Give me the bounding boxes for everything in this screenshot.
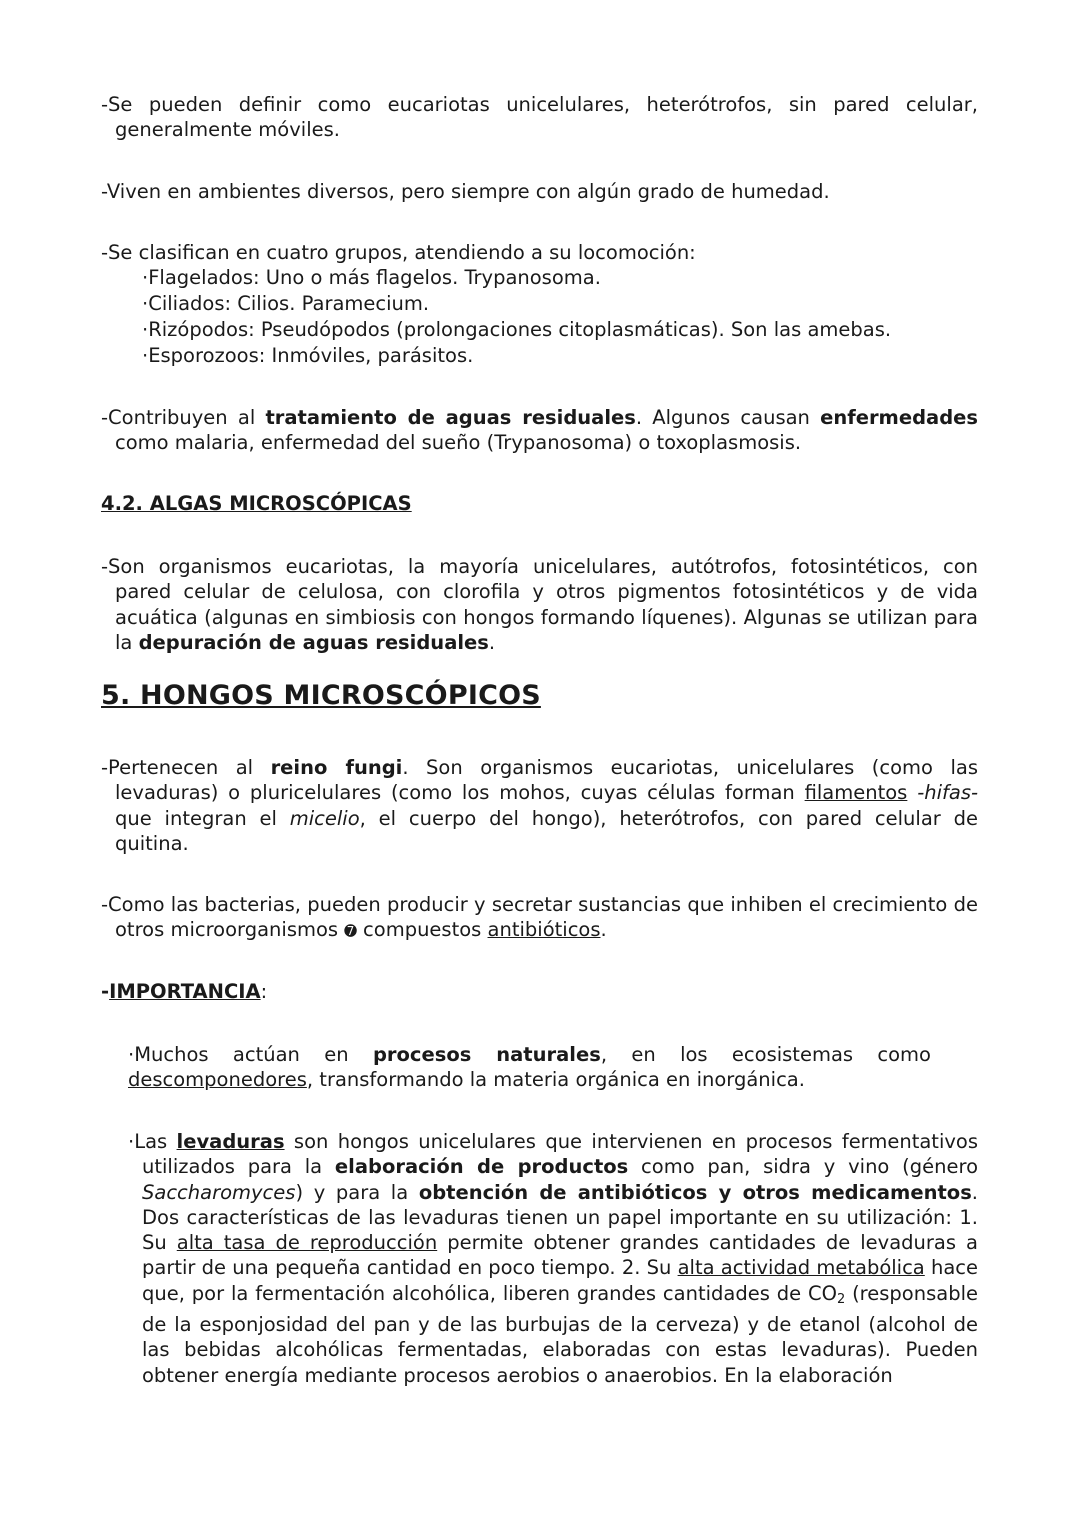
underlined-term: filamentos <box>804 781 908 805</box>
section-heading-4-2 <box>101 491 978 516</box>
text-run: que integran el <box>115 806 290 830</box>
list-item: ·Rizópodos: Pseudópodos (prolongaciones citoplasmáticas). Son las amebas. <box>142 317 892 341</box>
text-run: hace que, por la fermentación alcohólica, liberen grandes cantidades de CO <box>142 1256 978 1305</box>
text-run <box>907 781 917 804</box>
paragraph-text <box>101 755 978 856</box>
text-run: . Son organismos eucariotas, unicelulares (como las levaduras) o pluricelulares (como los mohos, cuyas células forman <box>115 756 978 805</box>
list-item: ·Flagelados: Uno o más flagelos. Trypanosoma. <box>142 266 601 290</box>
list-item: ·Esporozoos: Inmóviles, parásitos. <box>142 343 474 367</box>
text-run: -Son organismos eucariotas, la mayoría unicelulares, autótrofos, fotosintéticos, con pared celular de celulosa, con clorofila y otros pigmentos fotosintéticos y de vida acuática (algunas en simbiosis con hongos formando líquenes). Algunas se utilizan para la <box>101 555 978 654</box>
bold-term: obtención de antibióticos y otros medicamentos <box>418 1180 972 1204</box>
section-heading-5 <box>101 680 978 711</box>
paragraph-intro: -Se clasifican en cuatro grupos, atendiendo a su locomoción: <box>101 241 696 264</box>
bullet-text <box>128 1129 978 1388</box>
paragraph-text: -Se pueden definir como eucariotas unicelulares, heterótrofos, sin pared celular, generalmente móviles. <box>101 93 978 142</box>
section-heading-text: 5. HONGOS MICROSCÓPICOS <box>101 680 541 711</box>
locomotion-list <box>101 265 978 368</box>
paragraph-text <box>101 554 978 655</box>
bold-term: tratamiento de aguas residuales <box>265 406 636 429</box>
list-item: ·Ciliados: Cilios. Paramecium. <box>142 292 430 316</box>
italic-term: Saccharomyces <box>142 1180 296 1204</box>
bold-term: levaduras <box>176 1130 285 1153</box>
paragraph-ambientes <box>101 179 978 204</box>
text-run: -Pertenecen al <box>101 756 271 779</box>
italic-term: -hifas- <box>917 781 979 805</box>
underlined-term: alta actividad metabólica <box>677 1256 925 1280</box>
text-run: ) y para la <box>295 1180 419 1204</box>
paragraph-clasificacion <box>101 240 978 368</box>
importancia-heading <box>101 979 978 1004</box>
paragraph-algas <box>101 554 978 655</box>
bullet-procesos-naturales <box>128 1042 931 1093</box>
bullet-levaduras <box>128 1129 978 1388</box>
heading-colon: : <box>260 980 268 1003</box>
heading-dash: - <box>101 980 110 1003</box>
italic-term: micelio <box>289 806 360 830</box>
text-run: , transformando la materia orgánica en inorgánica. <box>306 1068 805 1092</box>
paragraph-hongos-definicion <box>101 755 978 856</box>
text-run: son hongos unicelulares que intervienen en procesos fermentativos utilizados para la <box>142 1130 979 1179</box>
bold-term: enfermedades <box>820 406 979 429</box>
text-run: . Algunos causan <box>635 406 821 429</box>
text-run: -Como las bacterias, pueden producir y secretar sustancias que inhiben el crecimiento de otros microorganismos <box>101 893 978 942</box>
text-run: ·Muchos actúan en <box>128 1043 373 1066</box>
bullet-text <box>128 1042 931 1093</box>
paragraph-protozoos-definicion <box>101 92 978 143</box>
heading-label: IMPORTANCIA <box>109 980 261 1003</box>
bold-term: depuración de aguas residuales <box>138 630 489 654</box>
bold-term: elaboración de productos <box>334 1155 629 1179</box>
paragraph-aguas-residuales <box>101 405 978 456</box>
text-run: . <box>488 630 496 654</box>
paragraph-text <box>101 892 978 945</box>
paragraph-text: -Viven en ambientes diversos, pero siempre con algún grado de humedad. <box>101 180 830 203</box>
text-run: -Contribuyen al <box>101 406 266 429</box>
text-run: como pan, sidra y vino (género <box>628 1155 978 1179</box>
text-run: , en los ecosistemas como <box>600 1043 931 1066</box>
arrow-icon: ➐ <box>344 922 357 941</box>
text-run: compuestos <box>356 918 488 942</box>
underlined-term: descomponedores <box>128 1068 307 1092</box>
text-run: ·Las <box>128 1130 177 1153</box>
text-run: . <box>600 918 607 942</box>
bold-term: reino fungi <box>270 756 403 779</box>
subscript: 2 <box>836 1291 846 1307</box>
text-run: permite obtener grandes cantidades de levaduras a partir de una pequeña cantidad en poco tiempo. 2. Su <box>142 1231 978 1280</box>
underlined-term: alta tasa de reproducción <box>176 1231 438 1255</box>
text-run: , el cuerpo del hongo), heterótrofos, con pared celular de quitina. <box>115 806 978 855</box>
underlined-term: antibióticos <box>487 918 601 942</box>
text-run: . Dos características de las levaduras tienen un papel importante en su utilización: 1. Su <box>142 1180 978 1255</box>
text-run: (responsable de la esponjosidad del pan y de las burbujas de la cerveza) y de etanol (alcohol de las bebidas alcohólicas fermentadas, elaboradas con estas levaduras). Pueden obtener energía mediante procesos aerobios o anaerobios. En la elaboración <box>142 1281 978 1387</box>
bold-term: procesos naturales <box>372 1043 601 1066</box>
text-run: como malaria, enfermedad del sueño (Trypanosoma) o toxoplasmosis. <box>115 431 802 455</box>
paragraph-text <box>101 405 978 456</box>
section-heading-text: 4.2. ALGAS MICROSCÓPICAS <box>101 492 412 515</box>
paragraph-antibioticos <box>101 892 978 945</box>
